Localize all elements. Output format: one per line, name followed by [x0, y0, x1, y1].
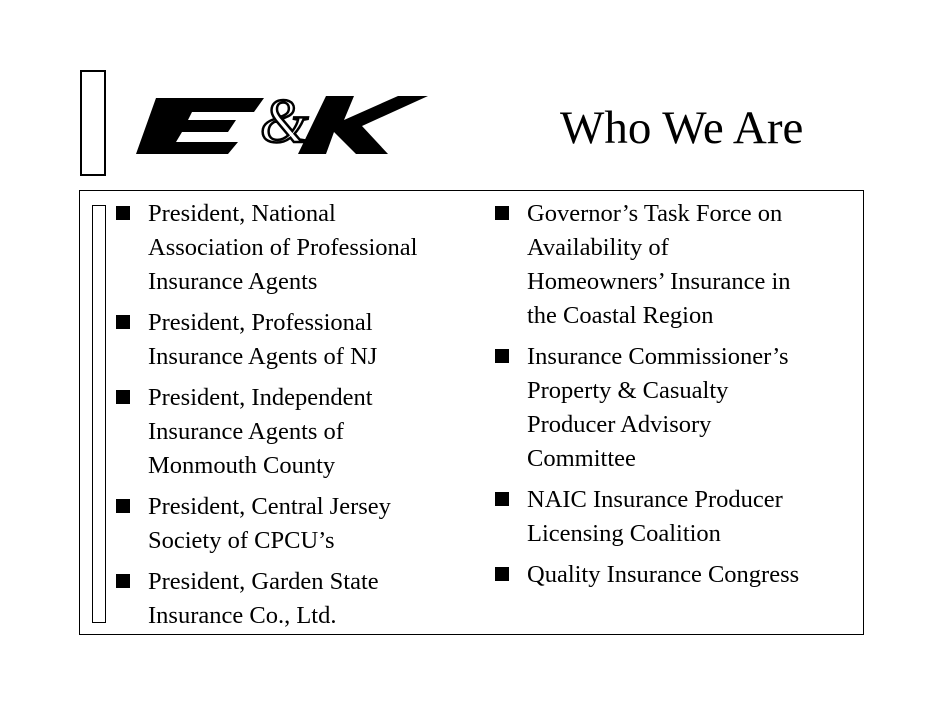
left-vertical-bar: [92, 205, 106, 623]
left-bullet-list: [116, 197, 461, 640]
square-bullet-icon: [116, 206, 130, 220]
logo-ampersand: &: [260, 92, 309, 156]
list-item: President, Central Jersey Society of CPCU’s: [116, 490, 461, 558]
list-item: President, Independent Insurance Agents of Monmouth County: [116, 381, 461, 483]
ek-logo: [136, 92, 428, 158]
square-bullet-icon: [495, 206, 509, 220]
list-item: President, Professional Insurance Agents of NJ: [116, 306, 461, 374]
list-item: President, National Association of Professional Insurance Agents: [116, 197, 461, 299]
list-item: NAIC Insurance Producer Licensing Coalition: [495, 483, 855, 551]
square-bullet-icon: [495, 492, 509, 506]
page-title: Who We Are: [560, 102, 804, 154]
list-item: Governor’s Task Force on Availability of Homeowners’ Insurance in the Coastal Region: [495, 197, 855, 333]
right-bullet-list: [495, 197, 855, 599]
list-item: Insurance Commissioner’s Property & Casualty Producer Advisory Committee: [495, 340, 855, 476]
list-item: President, Garden State Insurance Co., Ltd.: [116, 565, 461, 633]
square-bullet-icon: [495, 349, 509, 363]
square-bullet-icon: [116, 315, 130, 329]
square-bullet-icon: [116, 574, 130, 588]
list-item: Quality Insurance Congress: [495, 558, 855, 592]
header-vertical-bar: [80, 70, 106, 176]
square-bullet-icon: [116, 499, 130, 513]
square-bullet-icon: [116, 390, 130, 404]
square-bullet-icon: [495, 567, 509, 581]
